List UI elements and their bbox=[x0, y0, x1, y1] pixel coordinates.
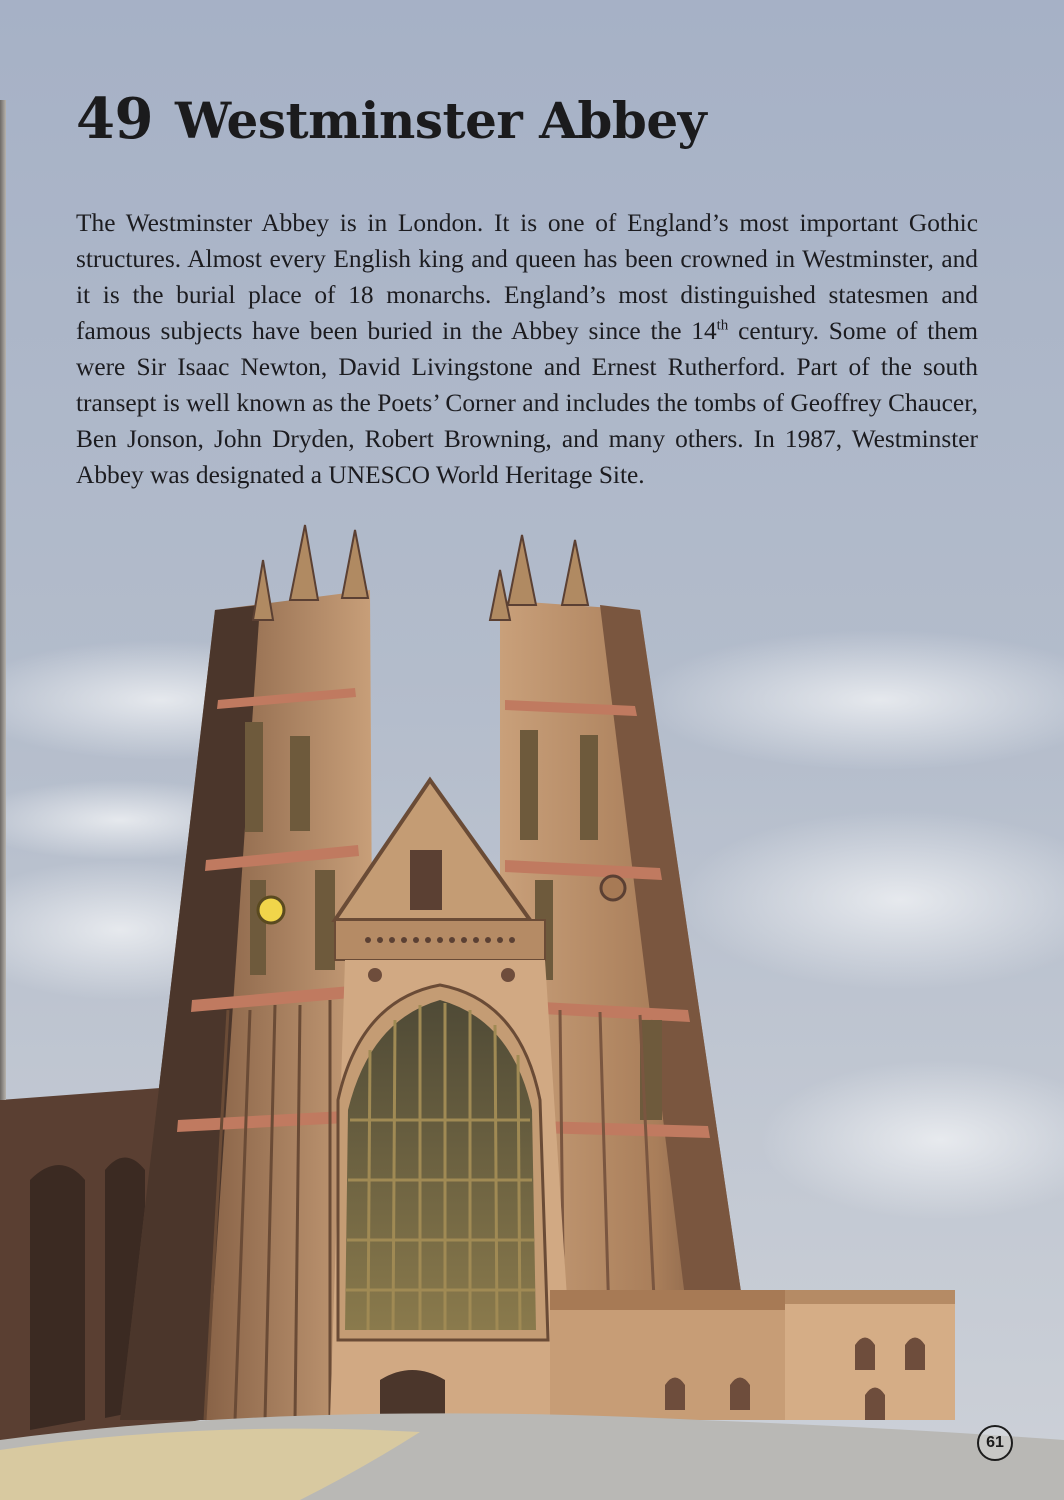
page-number-badge: 61 bbox=[977, 1425, 1013, 1461]
entry-number: 49 bbox=[76, 86, 153, 152]
page-heading bbox=[76, 86, 706, 152]
body-text-part1: The Westminster Abbey is in London. It is one of England’s most important Gothic structures. Almost every English king and queen has been crowned in Westminster, and it is the burial place of 18 monarchs. England’s most distinguished statesmen and famous subjects have been buried in the Abbey since the 14 bbox=[76, 209, 978, 345]
book-spine-edge bbox=[0, 100, 6, 1100]
ordinal-superscript: th bbox=[716, 317, 729, 334]
body-text-part2: century. Some of them were Sir Isaac Newton, David Livingstone and Ernest Rutherford. Part of the south transept is well known as the Poets’ Corner and includes the tombs of Geoffrey Chaucer, Ben Jonson, John Dryden, Robert Browning, and many others. In 1987, Westminster Abbey was designated a UNESCO World Heritage Site. bbox=[76, 317, 978, 489]
entry-title: Westminster Abbey bbox=[174, 91, 707, 150]
body-paragraph bbox=[76, 205, 978, 493]
